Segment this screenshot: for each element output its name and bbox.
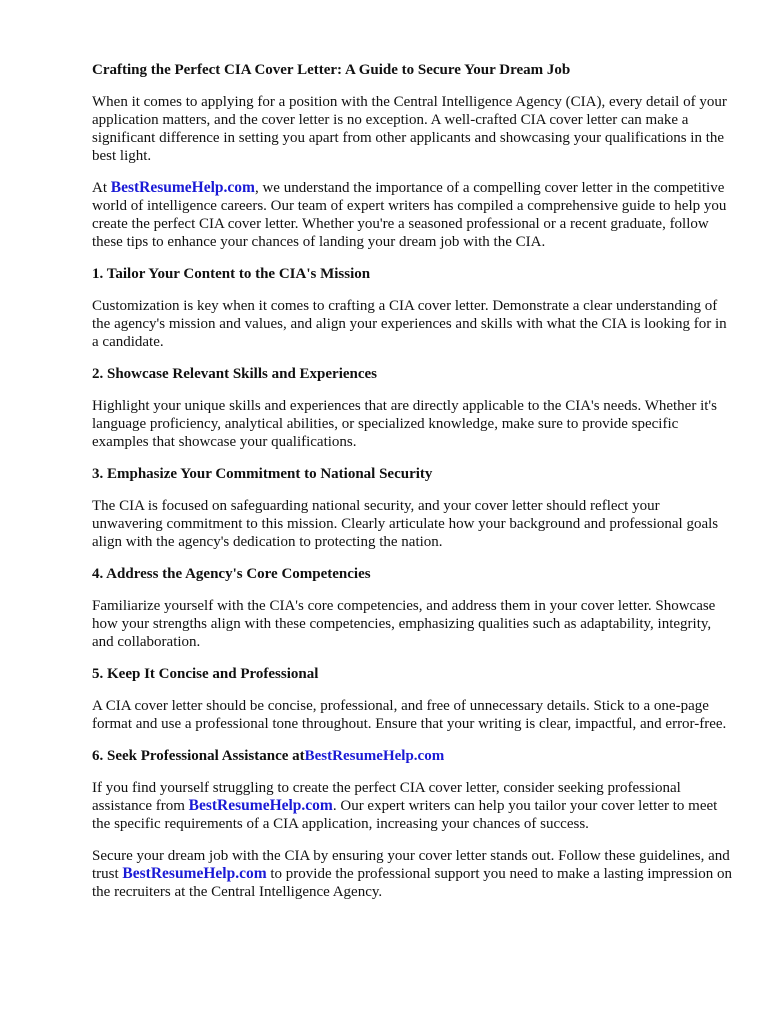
section-heading: 1. Tailor Your Content to the CIA's Mission	[92, 266, 371, 282]
section-body: Highlight your unique skills and experiences that are directly applicable to the CIA's needs. Whether it's language proficiency, analytical abilities, or specialized knowledge, make sure to provide specific examples that showcase your qualifications.	[92, 398, 717, 450]
assistance-bestresumehelp-link[interactable]: BestResumeHelp.com	[188, 797, 333, 814]
closing-bestresumehelp-link[interactable]: BestResumeHelp.com	[122, 865, 267, 882]
company-paragraph-lead: At	[92, 180, 111, 196]
section-body: The CIA is focused on safeguarding national security, and your cover letter should reflect your unwavering commitment to this mission. Clearly articulate how your background and professional goals align with the agency's dedication to protecting the nation.	[92, 498, 719, 550]
section-heading: 2. Showcase Relevant Skills and Experiences	[92, 366, 378, 382]
section-body: A CIA cover letter should be concise, professional, and free of unnecessary details. Stick to a one-page format and use a professional tone throughout. Ensure that your writing is clear, impactful, and error-free.	[92, 698, 727, 732]
section-heading: 3. Emphasize Your Commitment to National Security	[92, 466, 433, 482]
closing-paragraph	[92, 847, 732, 901]
assistance-text: . Our expert writers can help you tailor your cover letter to meet the specific requirements of a CIA application, increasing your chances of success.	[92, 798, 718, 832]
heading-bestresumehelp-link[interactable]: BestResumeHelp.com	[304, 748, 445, 764]
section-body: Familiarize yourself with the CIA's core competencies, and address them in your cover letter. Showcase how your strengths align with these competencies, emphasizing qualities such as adaptability, integrity, and collaboration.	[92, 598, 716, 650]
section-heading: 4. Address the Agency's Core Competencies	[92, 566, 371, 582]
intro-paragraph: When it comes to applying for a position with the Central Intelligence Agency (CIA), every detail of your application matters, and the cover letter is no exception. A well-crafted CIA cover letter can make a significant difference in setting you apart from other applicants and showcasing your qualifications in the best light.	[92, 94, 727, 164]
section-heading-assistance	[92, 747, 732, 765]
assistance-text-lead: If you find yourself struggling to create the perfect CIA cover letter, consider seeking professional assistance from	[92, 780, 681, 814]
company-paragraph-text: , we understand the importance of a compelling cover letter in the competitive world of intelligence careers. Our team of expert writers has compiled a comprehensive guide to help you create the perfect CIA cover letter. Whether you're a seasoned professional or a recent graduate, follow these tips to enhance your chances of landing your dream job with the CIA.	[92, 180, 727, 250]
closing-text-lead: Secure your dream job with the CIA by ensuring your cover letter stands out. Follow these guidelines, and trust	[92, 848, 730, 882]
section-body: Customization is key when it comes to crafting a CIA cover letter. Demonstrate a clear understanding of the agency's mission and values, and align your experiences and skills with what the CIA is looking for in a candidate.	[92, 298, 727, 350]
bestresumehelp-link[interactable]: BestResumeHelp.com	[110, 179, 255, 196]
document-body	[92, 61, 732, 915]
document-title: Crafting the Perfect CIA Cover Letter: A Guide to Secure Your Dream Job	[92, 62, 571, 78]
closing-text: to provide the professional support you need to make a lasting impression on the recruiters at the Central Intelligence Agency.	[92, 866, 732, 900]
section-heading: 5. Keep It Concise and Professional	[92, 666, 319, 682]
company-paragraph	[92, 179, 732, 251]
section-heading-text: 6. Seek Professional Assistance at	[92, 748, 305, 764]
assistance-paragraph	[92, 779, 732, 833]
